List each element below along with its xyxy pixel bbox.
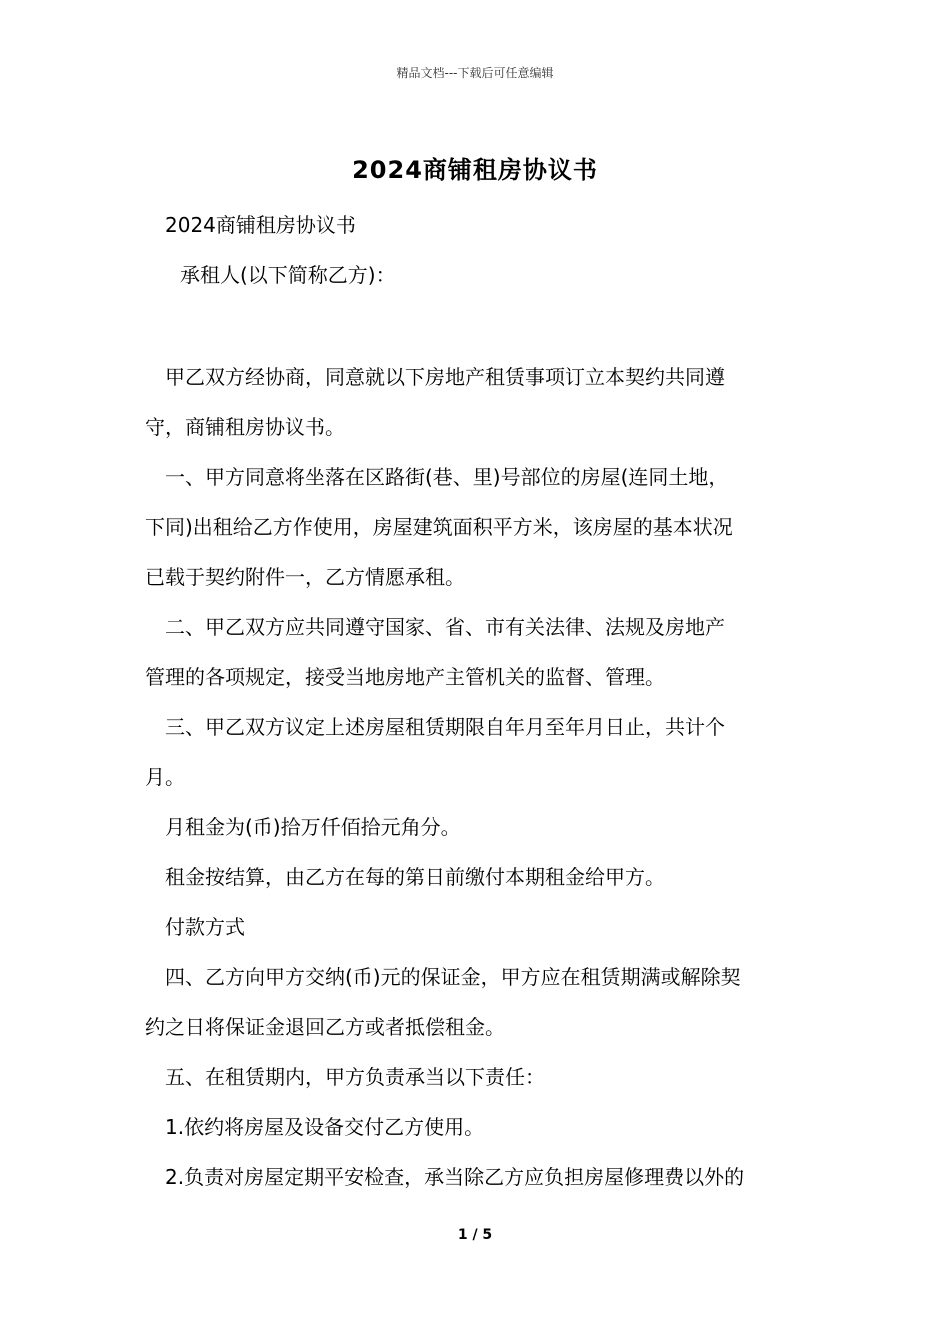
- paragraph-line: 甲乙双方经协商，同意就以下房地产租赁事项订立本契约共同遵: [165, 365, 725, 389]
- paragraph-line: 租金按结算，由乙方在每的第日前缴付本期租金给甲方。: [165, 865, 665, 889]
- paragraph-line: 月。: [145, 765, 185, 789]
- paragraph-line: 下同)出租给乙方作使用，房屋建筑面积平方米，该房屋的基本状况: [145, 515, 733, 539]
- lessee-line: 承租人(以下简称乙方)：: [180, 263, 396, 287]
- header-note: 精品文档---下载后可任意编辑: [396, 66, 554, 80]
- paragraph-line: 1.依约将房屋及设备交付乙方使用。: [165, 1115, 485, 1139]
- paragraph-line: 五、在租赁期内，甲方负责承当以下责任：: [165, 1065, 545, 1089]
- paragraph-line: 二、甲乙双方应共同遵守国家、省、市有关法律、法规及房地产: [165, 615, 725, 639]
- blank-gap: [145, 300, 810, 352]
- subtitle: 2024商铺租房协议书: [165, 213, 356, 237]
- document-title: 2024商铺租房协议书: [352, 156, 598, 184]
- paragraph-line: 约之日将保证金退回乙方或者抵偿租金。: [145, 1015, 505, 1039]
- document-body: [145, 200, 810, 1202]
- paragraph-line: 三、甲乙双方议定上述房屋租赁期限自年月至年月日止，共计个: [165, 715, 725, 739]
- paragraph-line: 2.负责对房屋定期平安检查，承当除乙方应负担房屋修理费以外的: [165, 1165, 745, 1189]
- paragraph-line: 四、乙方向甲方交纳(币)元的保证金，甲方应在租赁期满或解除契: [165, 965, 741, 989]
- paragraph-line: 管理的各项规定，接受当地房地产主管机关的监督、管理。: [145, 665, 665, 689]
- paragraph-line: 守，商铺租房协议书。: [145, 415, 345, 439]
- paragraph-line: 月租金为(币)拾万仟佰拾元角分。: [165, 815, 461, 839]
- page-number: 1 / 5: [457, 1227, 493, 1243]
- paragraph-line: 付款方式: [165, 915, 245, 939]
- paragraph-line: 一、甲方同意将坐落在区路街(巷、里)号部位的房屋(连同土地，: [165, 465, 729, 489]
- paragraph-line: 已载于契约附件一，乙方情愿承租。: [145, 565, 465, 589]
